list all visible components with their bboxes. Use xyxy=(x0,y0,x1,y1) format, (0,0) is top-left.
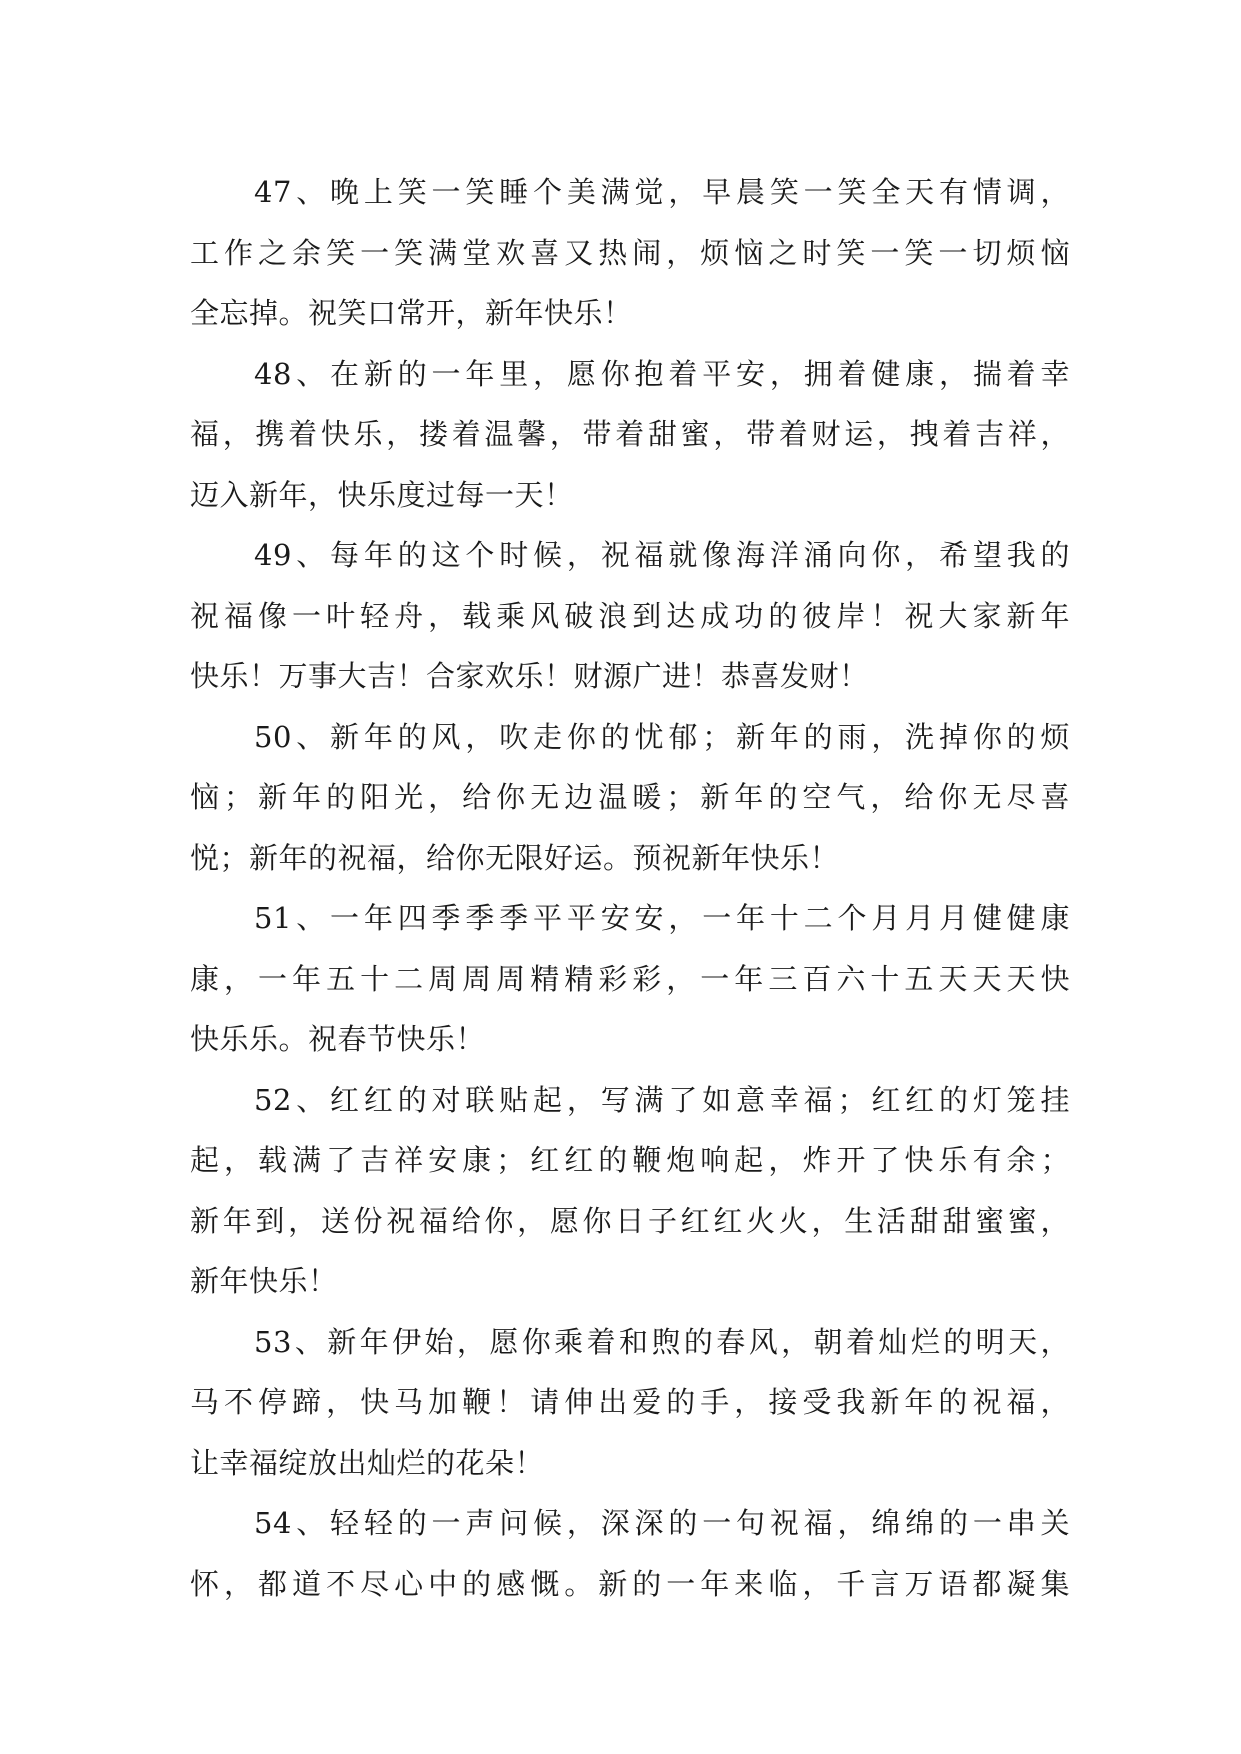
paragraph-line: 新年快乐！ xyxy=(190,1264,338,1298)
paragraph-52 xyxy=(190,1070,1070,1312)
paragraph-line: 48、在新的一年里，愿你抱着平安，拥着健康，揣着幸 xyxy=(254,356,1070,391)
paragraph-line: 恼；新年的阳光，给你无边温暖；新年的空气，给你无尽喜 xyxy=(190,780,1070,814)
paragraph-54 xyxy=(190,1493,1070,1614)
paragraph-line: 49、每年的这个时候，祝福就像海洋涌向你，希望我的 xyxy=(254,538,1070,572)
paragraph-line: 53、新年伊始，愿你乘着和煦的春风，朝着灿烂的明天， xyxy=(254,1324,1070,1359)
paragraph-51 xyxy=(190,888,1070,1070)
paragraph-line: 怀，都道不尽心中的感慨。新的一年来临，千言万语都凝集 xyxy=(190,1566,1070,1601)
paragraph-line: 祝福像一叶轻舟，载乘风破浪到达成功的彼岸！祝大家新年 xyxy=(190,598,1070,633)
paragraph-line: 50、新年的风，吹走你的忧郁；新年的雨，洗掉你的烦 xyxy=(254,719,1070,754)
paragraph-53 xyxy=(190,1312,1070,1494)
paragraph-47 xyxy=(190,162,1070,344)
paragraph-line: 康，一年五十二周周周精精彩彩，一年三百六十五天天天快 xyxy=(190,961,1070,996)
paragraph-48 xyxy=(190,344,1070,526)
paragraph-line: 54、轻轻的一声问候，深深的一句祝福，绵绵的一串关 xyxy=(254,1506,1070,1540)
document-body xyxy=(190,162,1070,1614)
paragraph-line: 新年到，送份祝福给你，愿你日子红红火火，生活甜甜蜜蜜， xyxy=(190,1203,1070,1238)
paragraph-line: 工作之余笑一笑满堂欢喜又热闹，烦恼之时笑一笑一切烦恼 xyxy=(190,235,1070,270)
paragraph-line: 起，载满了吉祥安康；红红的鞭炮响起，炸开了快乐有余； xyxy=(190,1143,1070,1177)
paragraph-line: 47、晚上笑一笑睡个美满觉，早晨笑一笑全天有情调， xyxy=(254,175,1070,209)
paragraph-line: 让幸福绽放出灿烂的花朵！ xyxy=(190,1445,545,1480)
paragraph-50 xyxy=(190,707,1070,889)
paragraph-line: 悦；新年的祝福，给你无限好运。预祝新年快乐！ xyxy=(190,840,840,875)
paragraph-line: 福，携着快乐，搂着温馨，带着甜蜜，带着财运，拽着吉祥， xyxy=(190,417,1070,451)
paragraph-line: 迈入新年，快乐度过每一天！ xyxy=(190,477,574,512)
paragraph-line: 52、红红的对联贴起，写满了如意幸福；红红的灯笼挂 xyxy=(254,1082,1070,1117)
paragraph-49 xyxy=(190,525,1070,707)
paragraph-line: 51、一年四季季季平平安安，一年十二个月月月健健康 xyxy=(254,901,1070,935)
paragraph-line: 全忘掉。祝笑口常开，新年快乐！ xyxy=(190,296,633,330)
paragraph-line: 马不停蹄，快马加鞭！请伸出爱的手，接受我新年的祝福， xyxy=(190,1385,1070,1419)
paragraph-line: 快乐乐。祝春节快乐！ xyxy=(190,1022,486,1056)
paragraph-line: 快乐！万事大吉！合家欢乐！财源广进！恭喜发财！ xyxy=(190,659,869,693)
